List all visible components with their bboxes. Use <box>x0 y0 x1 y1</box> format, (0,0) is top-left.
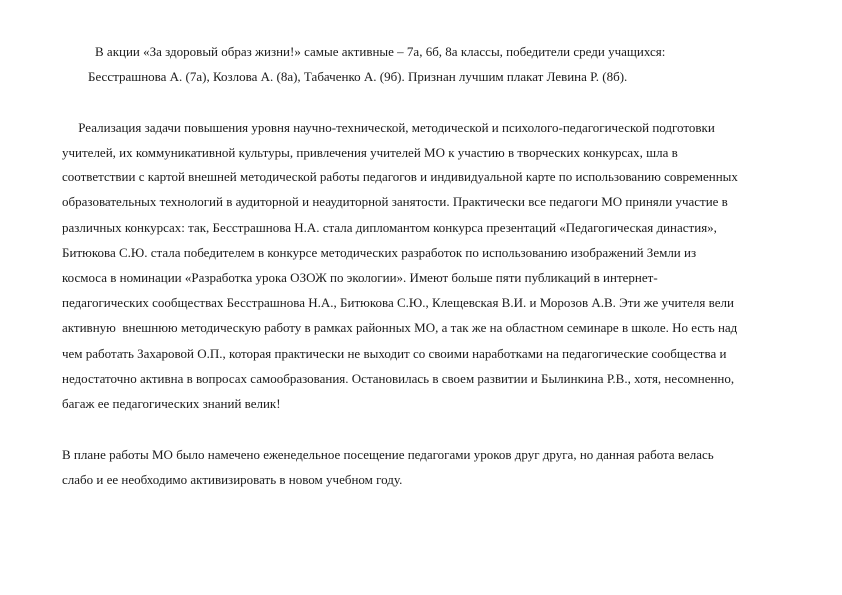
text-line: слабо и ее необходимо активизировать в новом учебном году. <box>62 472 403 487</box>
text-line: Бесстрашнова А. (7а), Козлова А. (8а), Табаченко А. (9б). Признан лучшим плакат Левина Р. (8б). <box>88 69 628 84</box>
text-line: Реализация задачи повышения уровня научно-технической, методической и психолого-педагогической подготовки <box>62 120 715 135</box>
text-line: недостаточно активна в вопросах самообразования. Остановилась в своем развитии и Былинкина Р.В., хотя, несомненно, <box>62 371 735 386</box>
text-line: космоса в номинации «Разработка урока ОЗОЖ по экологии». Имеют больше пяти публикаций в интернет- <box>62 270 658 285</box>
text-line: учителей, их коммуникативной культуры, привлечения учителей МО к участию в творческих конкурсах, шла в <box>62 145 678 160</box>
text-line: активную внешнюю методическую работу в рамках районных МО, а так же на областном семинаре в школе. Но есть над <box>62 320 738 335</box>
text-line: В плане работы МО было намечено еженедельное посещение педагогами уроков друг друга, но данная работа велась <box>62 447 714 462</box>
text-line: В акции «За здоровый образ жизни!» самые активные – 7а, 6б, 8а классы, победители среди учащихся: <box>95 44 666 59</box>
text-line: образовательных технологий в аудиторной и неаудиторной занятости. Практически все педагоги МО приняли участие в <box>62 194 728 209</box>
text-line: соответствии с картой внешней методической работы педагогов и индивидуальной карте по использованию современных <box>62 169 738 184</box>
text-line: чем работать Захаровой О.П., которая практически не выходит со своими наработками на педагогические сообщества и <box>62 346 727 361</box>
text-line: различных конкурсах: так, Бесстрашнова Н.А. стала дипломантом конкурса презентаций «Педагогическая династия», <box>62 220 717 235</box>
text-line: Битюкова С.Ю. стала победителем в конкурсе методических разработок по использованию изображений Земли из <box>62 245 697 260</box>
text-line: педагогических сообществах Бесстрашнова Н.А., Битюкова С.Ю., Клещевская В.И. и Морозов А.В. Эти же учителя вели <box>62 295 734 310</box>
text-line: багаж ее педагогических знаний велик! <box>62 396 281 411</box>
